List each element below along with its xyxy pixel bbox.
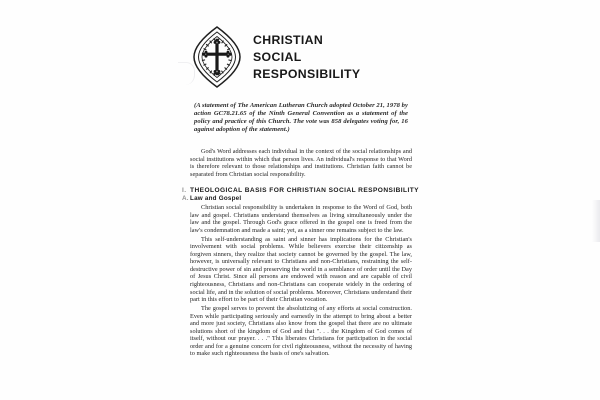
document-content-column xyxy=(182,24,420,360)
body-paragraph: Christian social responsibility is undertaken in response to the Word of God, both law and gospel. Christians understand themselves as living simultaneously under the law and the gospel. Through God's grace offered in the gospel one is freed from the law's condemnation and made a saint; yet, as a sinner one remains subject to the law. xyxy=(190,204,412,234)
subsection-heading-law-and-gospel xyxy=(182,195,412,203)
section-heading-label: THEOLOGICAL BASIS FOR CHRISTIAN SOCIAL RESPONSIBILITY xyxy=(190,186,420,194)
subsection-marker: A. xyxy=(182,195,189,203)
scan-artifact-right xyxy=(592,200,600,242)
adoption-statement: (A statement of The American Lutheran Church adopted October 21, 1978 by action GC78.21.65 of the Ninth General Convention as a statement of the policy and practice of this Church. The vote was 858 delegates voting for, 16 against adoption of the statement.) xyxy=(194,102,408,134)
section-heading-theological-basis xyxy=(182,186,420,194)
page-title-line-1: CHRISTIAN xyxy=(253,33,324,47)
page-title-line-2: SOCIAL xyxy=(253,50,302,64)
intro-paragraph: God's Word addresses each individual in the context of the social relationships and social institutions within which that person lives. An individual's response to that Word is therefore relevant to those relationships and institutions. Christian faith cannot be separated from Christian social responsibility. xyxy=(190,148,412,179)
document-masthead xyxy=(190,24,412,88)
section-marker: I. xyxy=(182,186,187,194)
american-lutheran-church-seal-icon xyxy=(190,26,244,88)
page-title-line-3: RESPONSIBILITY xyxy=(253,67,361,81)
body-paragraph: The gospel serves to prevent the absolutizing of any efforts at social construction. Even while participating seriously and earnestly in the attempt to bring about a better and more just society, Christians also know from the gospel that there are no ultimate solutions short of the kingdom of God and that ". . . the Kingdom of God comes of itself, without our prayer. . . ." This liberates Christians for participation in the social order and for a genuine concern for civil righteousness, without the necessity of having to make such righteousness the basis of one's salvation. xyxy=(190,305,412,358)
document-title-block xyxy=(253,24,360,83)
body-paragraph: This self-understanding as saint and sinner has implications for the Christian's involvement with social problems. While believers exercise their citizenship as forgiven sinners, they realize that society cannot be governed by the gospel. The law, however, is universally relevant to Christians and non-Christians, restraining the self-destructive power of sin and preserving the world in a semblance of order until the Day of Jesus Christ. Since all persons are endowed with reason and are capable of civil righteousness, Christians and non-Christians can cooperate widely in the ordering of social life, and in the solution of social problems. Moreover, Christians understand their part in this effort to be part of their Christian vocation. xyxy=(190,235,412,304)
subsection-heading-label: Law and Gospel xyxy=(190,195,242,203)
